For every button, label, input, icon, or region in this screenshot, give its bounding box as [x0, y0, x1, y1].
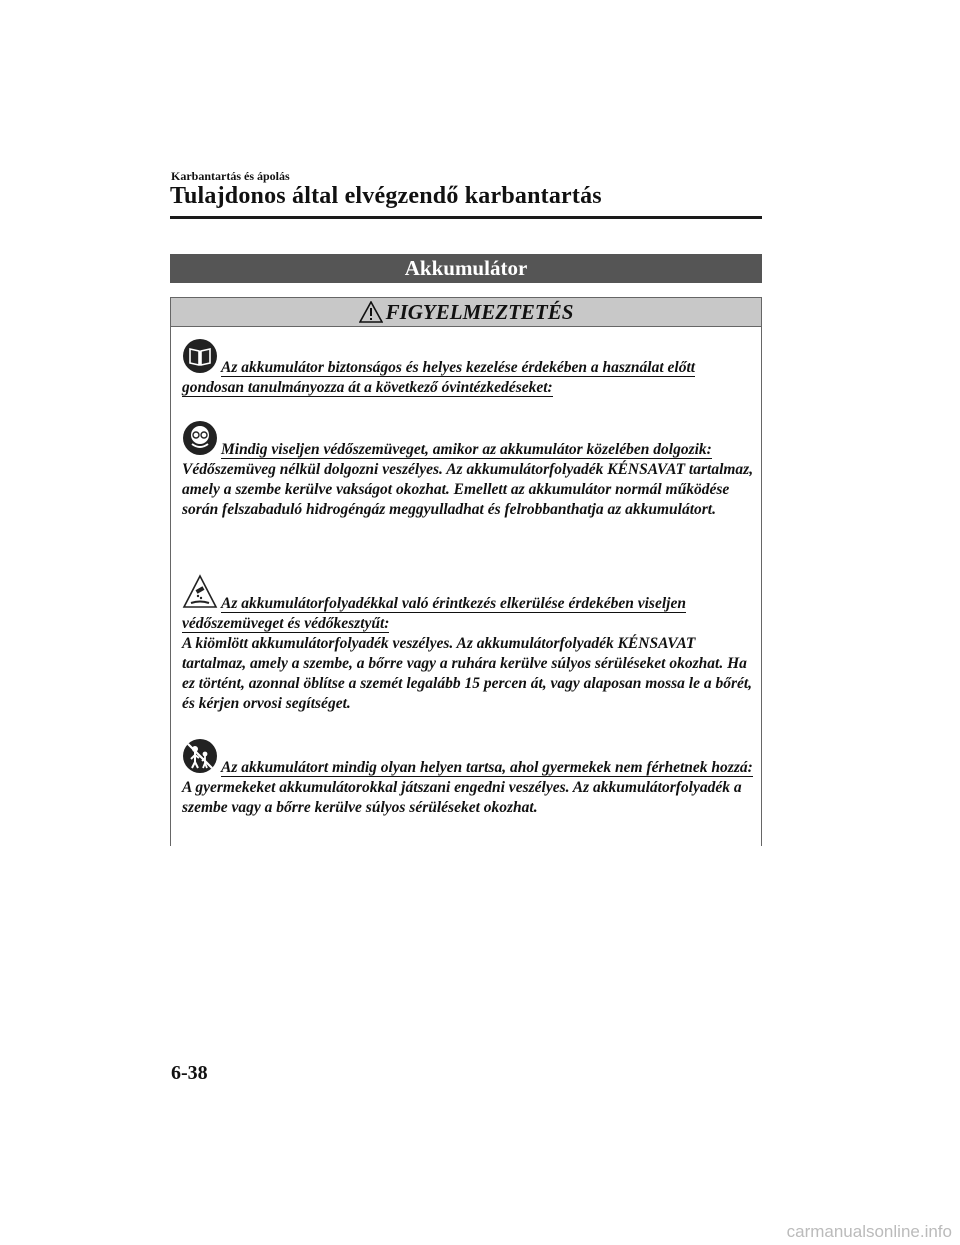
goggles-icon [182, 420, 218, 456]
warning-item-lead: Az akkumulátorfolyadékkal való érintkezés elkerülése érdekében viseljen védőszemüveget és védőkesztyűt: [182, 595, 686, 632]
warning-item-body: A gyermekeket akkumulátorokkal játszani engedni veszélyes. Az akkumulátorfolyadék a szembe vagy a bőrre kerülve súlyos sérüléseket okozhat. [182, 779, 742, 816]
book-icon [182, 338, 218, 374]
title-rule [170, 216, 762, 219]
warning-item-lead: Az akkumulátor biztonságos és helyes kezelése érdekében a használat előtt gondosan tanulmányozza át a következő óvintézkedéseket: [182, 359, 696, 396]
breadcrumb: Karbantartás és ápolás [171, 169, 290, 183]
warning-item [182, 738, 754, 818]
warning-item-lead: Mindig viseljen védőszemüveget, amikor az akkumulátor közelében dolgozik: [221, 441, 712, 458]
warning-item-lead: Az akkumulátort mindig olyan helyen tartsa, ahol gyermekek nem férhetnek hozzá: [221, 759, 753, 776]
warning-item [182, 574, 754, 714]
warning-item-body: A kiömlött akkumulátorfolyadék veszélyes. Az akkumulátorfolyadék KÉNSAVAT tartalmaz, amely a szembe, a bőrre vagy a ruhára kerülve súlyos sérüléseket okozhat. Ha ez történt, azonnal öblítse a szemét legalább 15 percen át, vagy alaposan mossa le a bőrét, és kérjen orvosi segítséget. [182, 635, 753, 712]
page-number: 6-38 [171, 1062, 208, 1084]
watermark: carmanualsonline.info [786, 1222, 952, 1241]
warning-triangle-icon [359, 301, 383, 323]
warning-item [182, 338, 754, 398]
section-title: Akkumulátor [170, 254, 762, 283]
page-title: Tulajdonos által elvégzendő karbantartás [170, 183, 602, 209]
warning-item [182, 420, 754, 520]
acid-icon [182, 574, 218, 610]
keep-children-away-icon [182, 738, 218, 774]
warning-item-body: Védőszemüveg nélkül dolgozni veszélyes. Az akkumulátorfolyadék KÉNSAVAT tartalmaz, amely a szembe kerülve vakságot okozhat. Emellett az akkumulátor normál működése során felszabaduló hidrogéngáz meggyulladhat és felrobbanthatja az akkumulátort. [182, 461, 754, 518]
warning-header-label: FIGYELMEZTETÉS [385, 299, 574, 324]
warning-box [170, 297, 762, 846]
warning-header [171, 298, 761, 327]
